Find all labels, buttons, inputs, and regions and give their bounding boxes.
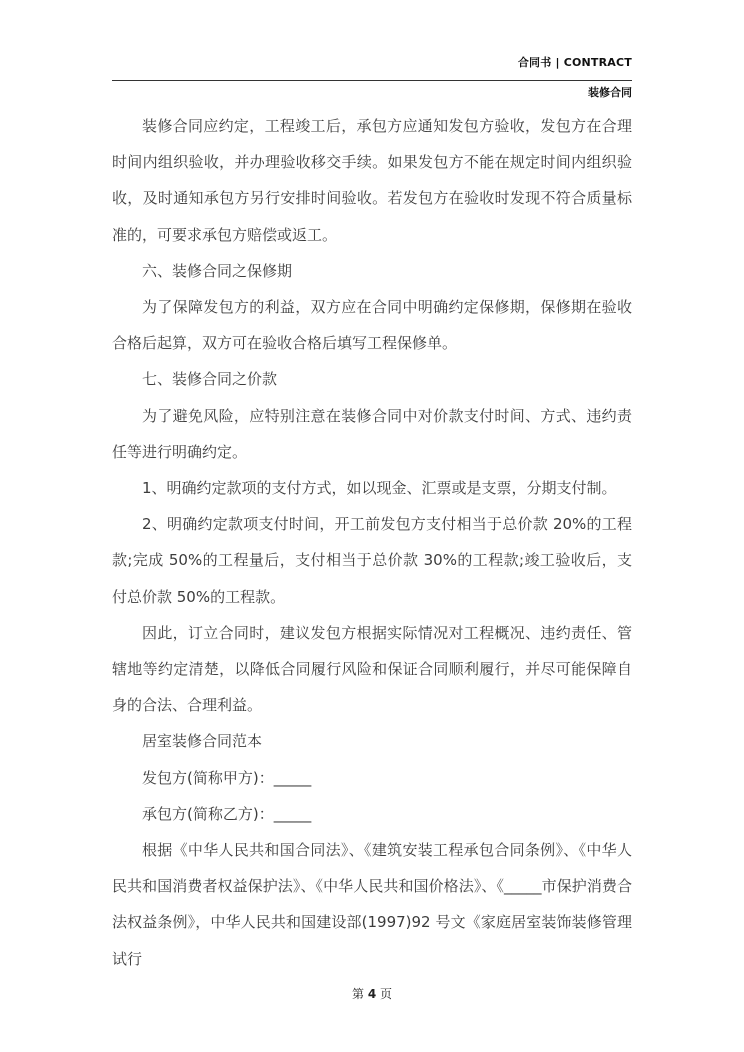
paragraph-payment-schedule: 2、明确约定款项支付时间，开工前发包方支付相当于总价款 20%的工程款;完成 50%的工程量后，支付相当于总价款 30%的工程款;竣工验收后，支付总价款 50%的工程款。 xyxy=(112,515,632,606)
paragraph-payment-method: 1、明确约定款项的支付方式，如以现金、汇票或是支票，分期支付制。 xyxy=(142,479,617,498)
paragraph-price: 为了避免风险，应特别注意在装修合同中对价款支付时间、方式、违约责任等进行明确约定。 xyxy=(112,406,632,461)
header-subtitle: 装修合同 xyxy=(588,86,632,99)
header-divider xyxy=(112,80,632,81)
paragraph-warranty: 为了保障发包方的利益，双方应在合同中明确约定保修期，保修期在验收合格后起算，双方可在验收合格后填写工程保修单。 xyxy=(112,298,632,353)
party-a-line: 发包方(简称甲方)：_____ xyxy=(142,768,312,787)
paragraph-conclusion: 因此，订立合同时，建议发包方根据实际情况对工程概况、违约责任、管辖地等约定清楚，以降低合同履行风险和保证合同顺利履行，并尽可能保障自身的合法、合理利益。 xyxy=(112,623,632,715)
document-body xyxy=(112,108,632,977)
section-heading-price: 七、装修合同之价款 xyxy=(142,370,278,389)
template-title: 居室装修合同范本 xyxy=(142,732,263,751)
footer-suffix: 页 xyxy=(380,987,393,1001)
party-b-line: 承包方(简称乙方)：_____ xyxy=(142,804,312,823)
paragraph-acceptance: 装修合同应约定，工程竣工后，承包方应通知发包方验收，发包方在合理时间内组织验收，并办理验收移交手续。如果发包方不能在规定时间内组织验收，及时通知承包方另行安排时间验收。若发包方在验收时发现不符合质量标准的，可要求承包方赔偿或返工。 xyxy=(112,117,632,244)
section-heading-warranty: 六、装修合同之保修期 xyxy=(142,261,293,280)
page-number: 4 xyxy=(367,987,377,1001)
page-footer xyxy=(0,985,744,1002)
paragraph-legal-basis: 根据《中华人民共和国合同法》、《建筑安装工程承包合同条例》、《中华人民共和国消费者权益保护法》、《中华人民共和国价格法》、《_____市保护消费合法权益条例》，中华人民共和国建设部(1997)92 号文《家庭居室装饰装修管理试行 xyxy=(112,841,632,968)
footer-prefix: 第 xyxy=(351,987,364,1001)
header-brand: 合同书 | CONTRACT xyxy=(517,56,632,69)
